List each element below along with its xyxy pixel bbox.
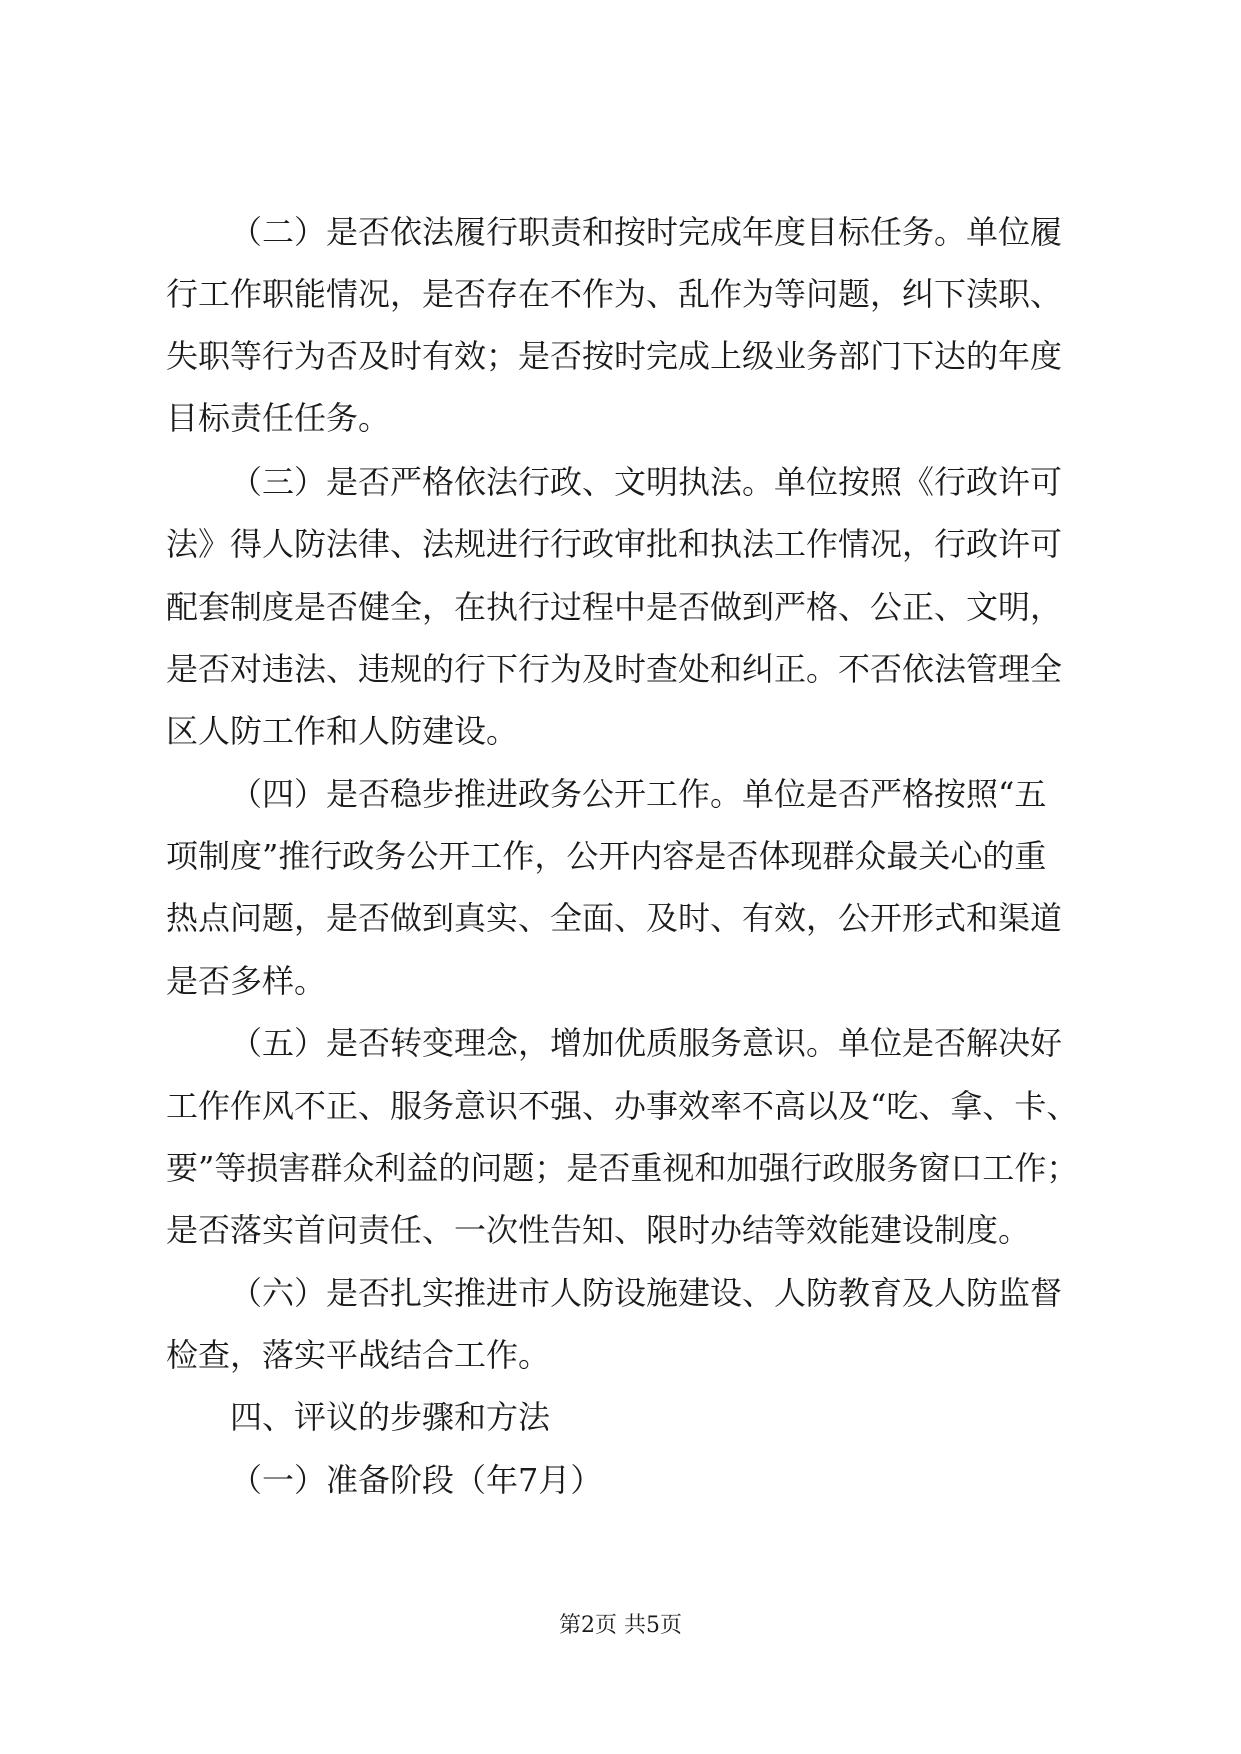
paragraph-line: （五）是否转变理念，增加优质服务意识。单位是否解决好 (230, 1024, 1063, 1062)
paragraph-line: 是否落实首问责任、一次性告知、限时办结等效能建设制度。 (166, 1211, 1031, 1249)
section-heading: 四、评议的步骤和方法 (230, 1398, 551, 1436)
paragraph-line: 法》得人防法律、法规进行行政审批和执法工作情况，行政许可 (166, 525, 1063, 563)
paragraph-line: 失职等行为否及时有效；是否按时完成上级业务部门下达的年度 (166, 337, 1063, 375)
page-footer: 第2页 共5页 (559, 1613, 682, 1638)
subsection-heading: （一）准备阶段（年7月） (230, 1461, 603, 1499)
paragraph-line: 目标责任任务。 (166, 399, 391, 437)
paragraph-line: （二）是否依法履行职责和按时完成年度目标任务。单位履 (230, 213, 1063, 251)
paragraph-line: 工作作风不正、服务意识不强、办事效率不高以及“吃、拿、卡、 (166, 1087, 1079, 1125)
paragraph-line: （三）是否严格依法行政、文明执法。单位按照《行政许可 (230, 463, 1063, 501)
paragraph-line: 热点问题，是否做到真实、全面、及时、有效，公开形式和渠道 (166, 899, 1063, 937)
paragraph-line: 是否多样。 (166, 962, 327, 1000)
paragraph-line: 要”等损害群众利益的问题；是否重视和加强行政服务窗口工作； (166, 1149, 1079, 1187)
paragraph-line: 项制度”推行政务公开工作，公开内容是否体现群众最关心的重 (166, 837, 1047, 875)
paragraph-line: 区人防工作和人防建设。 (166, 712, 519, 750)
paragraph-line: （六）是否扎实推进市人防设施建设、人防教育及人防监督 (230, 1274, 1063, 1312)
paragraph-line: （四）是否稳步推进政务公开工作。单位是否严格按照“五 (230, 775, 1047, 813)
paragraph-line: 行工作职能情况，是否存在不作为、乱作为等问题，纠下渎职、 (166, 275, 1063, 313)
paragraph-line: 检查，落实平战结合工作。 (166, 1336, 551, 1374)
paragraph-line: 配套制度是否健全，在执行过程中是否做到严格、公正、文明， (166, 588, 1063, 626)
paragraph-line: 是否对违法、违规的行下行为及时查处和纠正。不否依法管理全 (166, 650, 1063, 688)
